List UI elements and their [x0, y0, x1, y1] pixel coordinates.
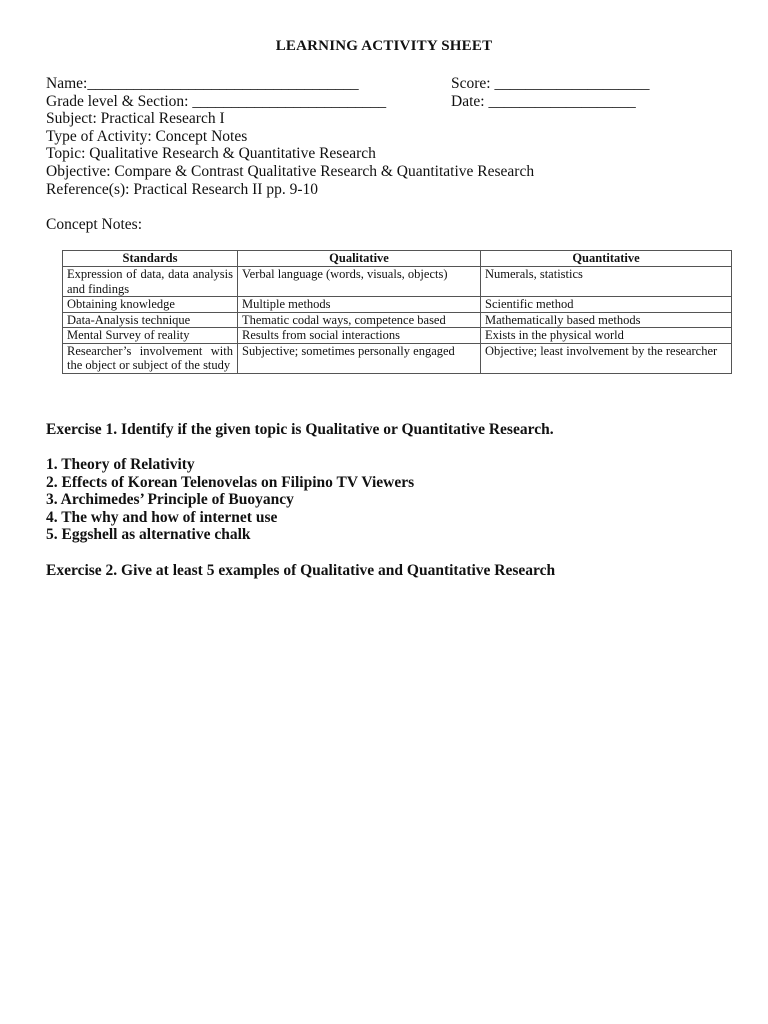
grade-section-field: Grade level & Section: _________________________: [46, 92, 387, 110]
table-cell-standard: Data-Analysis technique: [63, 312, 238, 328]
header-block: [46, 75, 726, 198]
name-score-row: [46, 75, 726, 93]
column-header-standards: Standards: [63, 251, 238, 267]
name-field: Name:___________________________________: [46, 75, 359, 92]
list-item: 4. The why and how of internet use: [46, 508, 278, 526]
column-header-qualitative: Qualitative: [238, 251, 481, 267]
table-row: [63, 312, 732, 328]
exercise-1-items: [46, 456, 414, 544]
table-row: [63, 297, 732, 313]
concept-notes-table: [62, 250, 732, 374]
table-cell-standard: Expression of data, data analysis and findings: [63, 267, 238, 297]
activity-type-line: Type of Activity: Concept Notes: [46, 127, 248, 145]
table-cell-quantitative: Objective; least involvement by the researcher: [481, 343, 732, 373]
date-field: Date: ___________________: [451, 92, 636, 110]
table-cell-qualitative: Results from social interactions: [238, 328, 481, 344]
subject-line: Subject: Practical Research I: [46, 110, 225, 128]
table-row: [63, 267, 732, 297]
column-header-quantitative: Quantitative: [481, 251, 732, 267]
table-cell-standard: Obtaining knowledge: [63, 297, 238, 313]
table-cell-quantitative: Numerals, statistics: [481, 267, 732, 297]
grade-date-row: [46, 93, 726, 111]
topic-line: Topic: Qualitative Research & Quantitative Research: [46, 145, 376, 163]
table-cell-standard: Researcher’s involvement with the object or subject of the study: [63, 343, 238, 373]
exercise-1-title: Exercise 1. Identify if the given topic is Qualitative or Quantitative Research.: [46, 421, 554, 438]
table-cell-qualitative: Subjective; sometimes personally engaged: [238, 343, 481, 373]
exercise-2-title: Exercise 2. Give at least 5 examples of Qualitative and Quantitative Research: [46, 562, 556, 579]
concept-notes-label: Concept Notes:: [46, 216, 142, 233]
references-line: Reference(s): Practical Research II pp. 9-10: [46, 180, 318, 198]
list-item: 3. Archimedes’ Principle of Buoyancy: [46, 491, 294, 509]
sheet-title: LEARNING ACTIVITY SHEET: [275, 38, 493, 54]
table-cell-qualitative: Verbal language (words, visuals, objects): [238, 267, 481, 297]
list-item: 1. Theory of Relativity: [46, 456, 195, 473]
table-cell-standard: Mental Survey of reality: [63, 328, 238, 344]
list-item: 2. Effects of Korean Telenovelas on Filipino TV Viewers: [46, 473, 415, 491]
list-item: 5. Eggshell as alternative chalk: [46, 526, 251, 544]
score-field: Score: ____________________: [451, 75, 650, 92]
table-row: [63, 343, 732, 373]
table-cell-qualitative: Thematic codal ways, competence based: [238, 312, 481, 328]
table-row: [63, 328, 732, 344]
table-cell-quantitative: Exists in the physical world: [481, 328, 732, 344]
table-cell-quantitative: Scientific method: [481, 297, 732, 313]
table-cell-quantitative: Mathematically based methods: [481, 312, 732, 328]
table-cell-qualitative: Multiple methods: [238, 297, 481, 313]
table-header-row: [63, 251, 732, 267]
objective-line: Objective: Compare & Contrast Qualitative Research & Quantitative Research: [46, 162, 535, 180]
